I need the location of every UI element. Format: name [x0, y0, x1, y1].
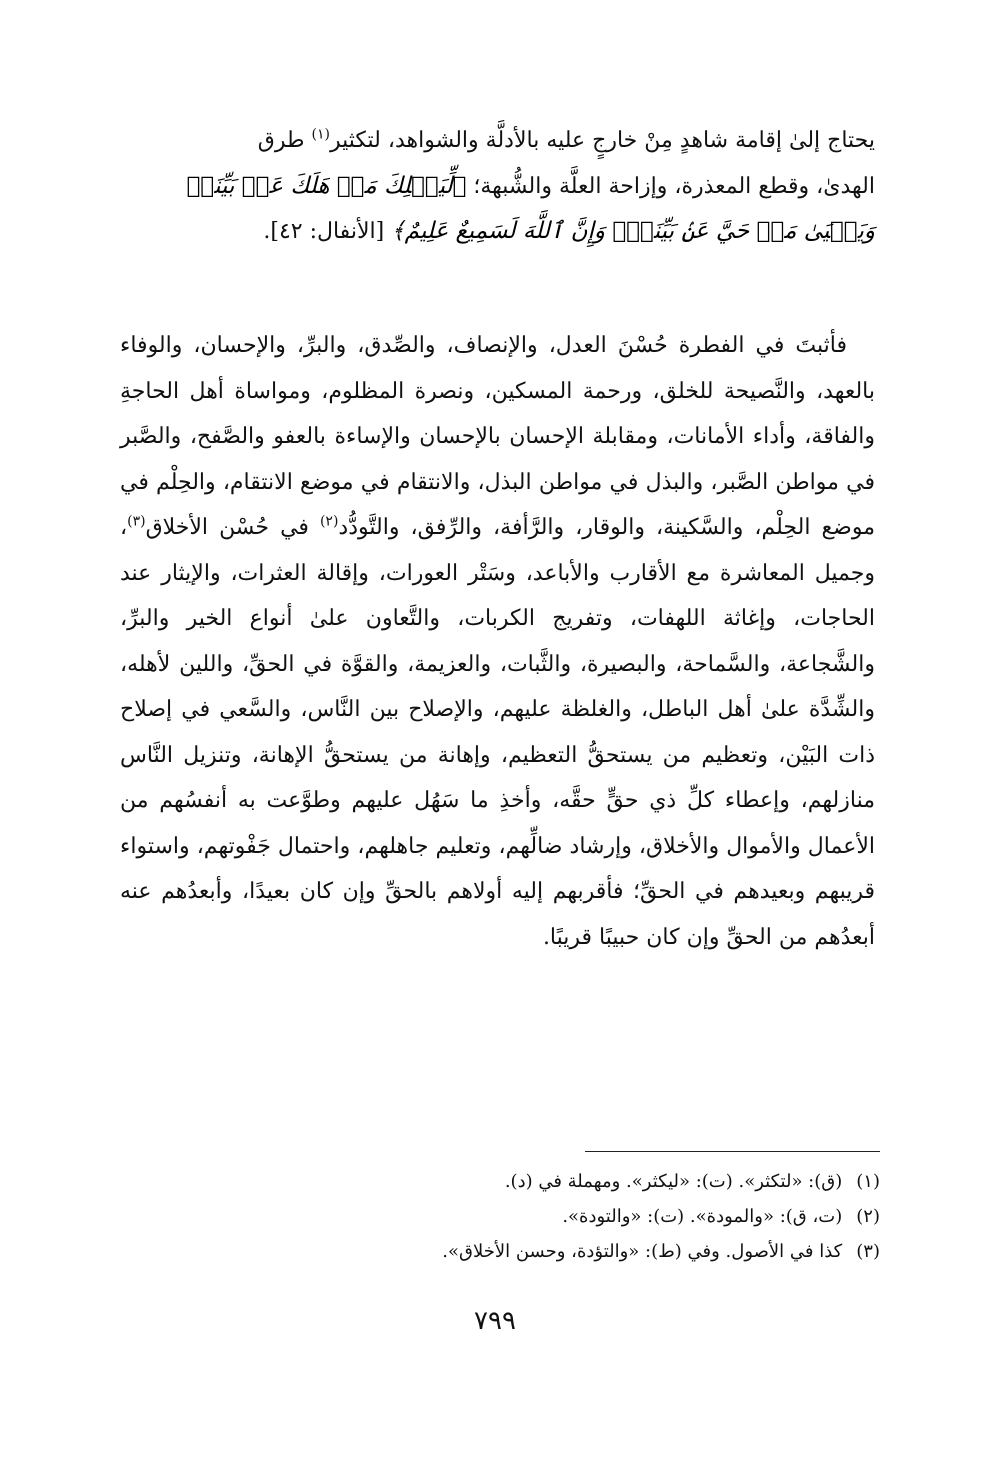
footnote-ref-3[interactable]: (٣) [127, 513, 146, 530]
intro-line-3 [120, 209, 875, 255]
footnotes [120, 1164, 880, 1269]
footnote-3-text: كذا في الأصول. وفي (ط): «والتؤدة، وحسن الأخلاق». [442, 1241, 843, 1262]
main-text-segment-1: فأثبتَ في الفطرة حُسْنَ العدل، والإنصاف، والصِّدق، والبرِّ، والإحسان، والوفاء بالعهد، والنَّصيحة للخلق، ورحمة المسكين، ونصرة المظلوم، ومواساة أهل الحاجةِ والفاقة، وأداء الأمانات، ومقابلة الإحسان بالإحسان والإساءة بالعفو والصَّفح، والصَّبر في مواطن الصَّبر، والبذل في مواطن البذل، والانتقام في موضع الانتقام، والحِلْم في موضع الحِلْم، والسَّكينة، والوقار، والرَّأفة، والرِّفق، والتَّودُّد [120, 333, 875, 540]
footnote-3-number: (٣) [856, 1241, 880, 1262]
intro-line-2 [120, 164, 875, 210]
page-number: ٧٩٩ [474, 1306, 516, 1336]
footnote-1-number: (١) [856, 1171, 880, 1192]
verse-citation: [الأنفال: ٤٢]. [263, 219, 392, 244]
intro-paragraph [120, 118, 875, 255]
footnote-2 [120, 1199, 880, 1234]
footnote-2-number: (٢) [856, 1206, 880, 1227]
footnote-ref-2[interactable]: (٢) [319, 513, 339, 530]
footnote-separator [585, 1151, 880, 1152]
quran-verse-part-2: وَيَحۡيَىٰ مَنۡ حَيَّ عَنۢ بَيِّنَةٖۗ وَإِنَّ ٱللَّهَ لَسَمِيعٌ عَلِيمٌ﴾ [391, 218, 875, 244]
footnote-1-text: (ق): «لتكثر». (ت): «ليكثر». ومهملة في (د). [504, 1171, 843, 1192]
footnote-1 [120, 1164, 880, 1199]
main-text-segment-3: ، وجميل المعاشرة مع الأقارب والأباعد، وسَتْر العورات، وإقالة العثرات، والإيثار عند الحاجات، وإغاثة اللهفات، وتفريج الكربات، والتَّعاون علىٰ أنواع الخير والبرِّ، والشَّجاعة، والسَّماحة، والبصيرة، والثَّبات، والعزيمة، والقوَّة في الحقِّ، واللين لأهله، والشِّدَّة علىٰ أهل الباطل، والغلظة عليهم، والإصلاح بين النَّاس، والسَّعي في إصلاح ذات البَيْن، وتعظيم من يستحقُّ التعظيم، وإهانة من يستحقُّ الإهانة، وتنزيل النَّاس منازلهم، وإعطاء كلِّ ذي حقٍّ حقَّه، وأخذِ ما سَهُل عليهم وطوَّعت به أنفسُهم من الأعمال والأموال والأخلاق، وإرشاد ضالِّهم، وتعليم جاهلهم، واحتمال جَفْوتهم، واستواء قريبهم وبعيدهم في الحقِّ؛ فأقربهم إليه أولاهم بالحقِّ وإن كان بعيدًا، وأبعدُهم عنه أبعدُهم من الحقِّ وإن كان حبيبًا قريبًا. [120, 515, 875, 950]
intro-line-1 [120, 118, 875, 164]
main-paragraph [120, 323, 875, 960]
main-text-segment-2: في حُسْن الأخلاق [145, 515, 320, 540]
intro-line-1-tail: طرق [257, 128, 312, 153]
quran-verse-part-1: ﴿لِّيَهۡلِكَ مَنۡ هَلَكَ عَنۢ بَيِّنَةٖ [186, 172, 467, 199]
footnote-3 [120, 1234, 880, 1269]
intro-line-2-text: الهدىٰ، وقطع المعذرة، وإزاحة العلَّة والشُّبهة؛ [466, 173, 875, 199]
intro-line-1-text: يحتاج إلىٰ إقامة شاهدٍ مِنْ خارجٍ عليه بالأدلَّة والشواهد، لتكثير [329, 128, 875, 153]
footnote-2-text: (ت، ق): «والمودة». (ت): «والتودة». [562, 1206, 843, 1227]
footnote-ref-1[interactable]: (١) [311, 126, 330, 143]
